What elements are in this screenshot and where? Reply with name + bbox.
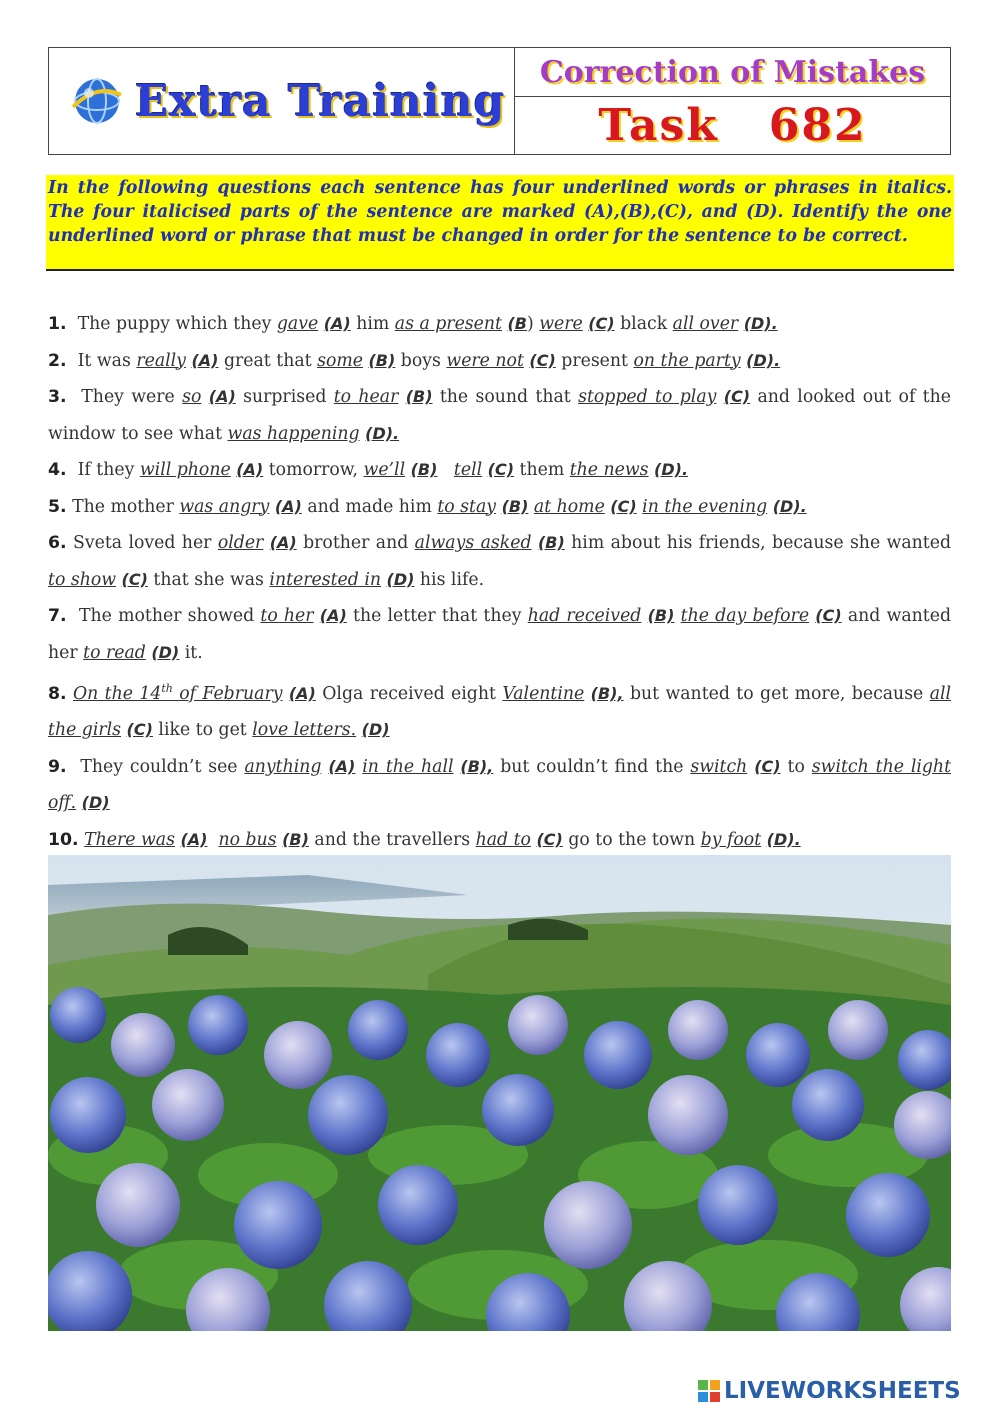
task-label: Task (598, 100, 719, 151)
question-item: 5. The mother was angry (A) and made him to stay (B) at home (C) in the evening (D). (48, 496, 807, 517)
question-item: 10. There was (A) no bus (B) and the travellers had to (C) go to the town by foot (D). (48, 829, 801, 850)
liveworksheets-logo-icon (698, 1380, 720, 1402)
worksheet-header (48, 47, 951, 155)
question-item: 3. They were so (A) surprised to hear (B) the sound that stopped to play (C) and looked out of the window to see what was happening (D). (48, 387, 951, 444)
globe-icon (69, 73, 125, 129)
task-number-row (515, 97, 950, 154)
question-item: 9. They couldn’t see anything (A) in the hall (B), but couldn’t find the switch (C) to switch the light off. (D) (48, 756, 952, 814)
site-footer (698, 1378, 961, 1404)
task-number: 682 (768, 100, 867, 151)
question-item: 7. The mother showed to her (A) the letter that they had received (B) the day before (C) and wanted her to read (D) it. (48, 606, 952, 663)
brand-cell (49, 48, 515, 154)
instructions-box: In the following questions each sentence has four underlined words or phrases in italics. The four italicised parts of the sentence are marked (A),(B),(C), and (D). Identify the one underlined word or phrase that must be changed in order for the sentence to be correct. (46, 175, 954, 271)
brand-title: Extra Training (135, 75, 506, 127)
hydrangea-landscape-photo (48, 855, 951, 1331)
site-name: LIVEWORKSHEETS (724, 1378, 961, 1404)
question-item: 6. Sveta loved her older (A) brother and always asked (B) him about his friends, because she wanted to show (C) that she was interested in (D) his life. (48, 533, 952, 590)
question-item: 1. The puppy which they gave (A) him as a present (B) were (C) black all over (D). (48, 314, 778, 334)
landscape-illustration (48, 855, 951, 1331)
question-item: 8. On the 14th of February (A) Olga received eight Valentine (B), but wanted to get more, because all the girls (C) like to get love letters. (D) (48, 682, 952, 741)
question-item: 4. If they will phone (A) tomorrow, we’ll (B) tell (C) them the news (D). (48, 460, 689, 480)
task-cell (515, 48, 950, 154)
question-item: 2. It was really (A) great that some (B) boys were not (C) present on the party (D). (48, 350, 781, 371)
worksheet-subtitle: Correction of Mistakes (515, 48, 950, 97)
questions-list (48, 306, 951, 858)
